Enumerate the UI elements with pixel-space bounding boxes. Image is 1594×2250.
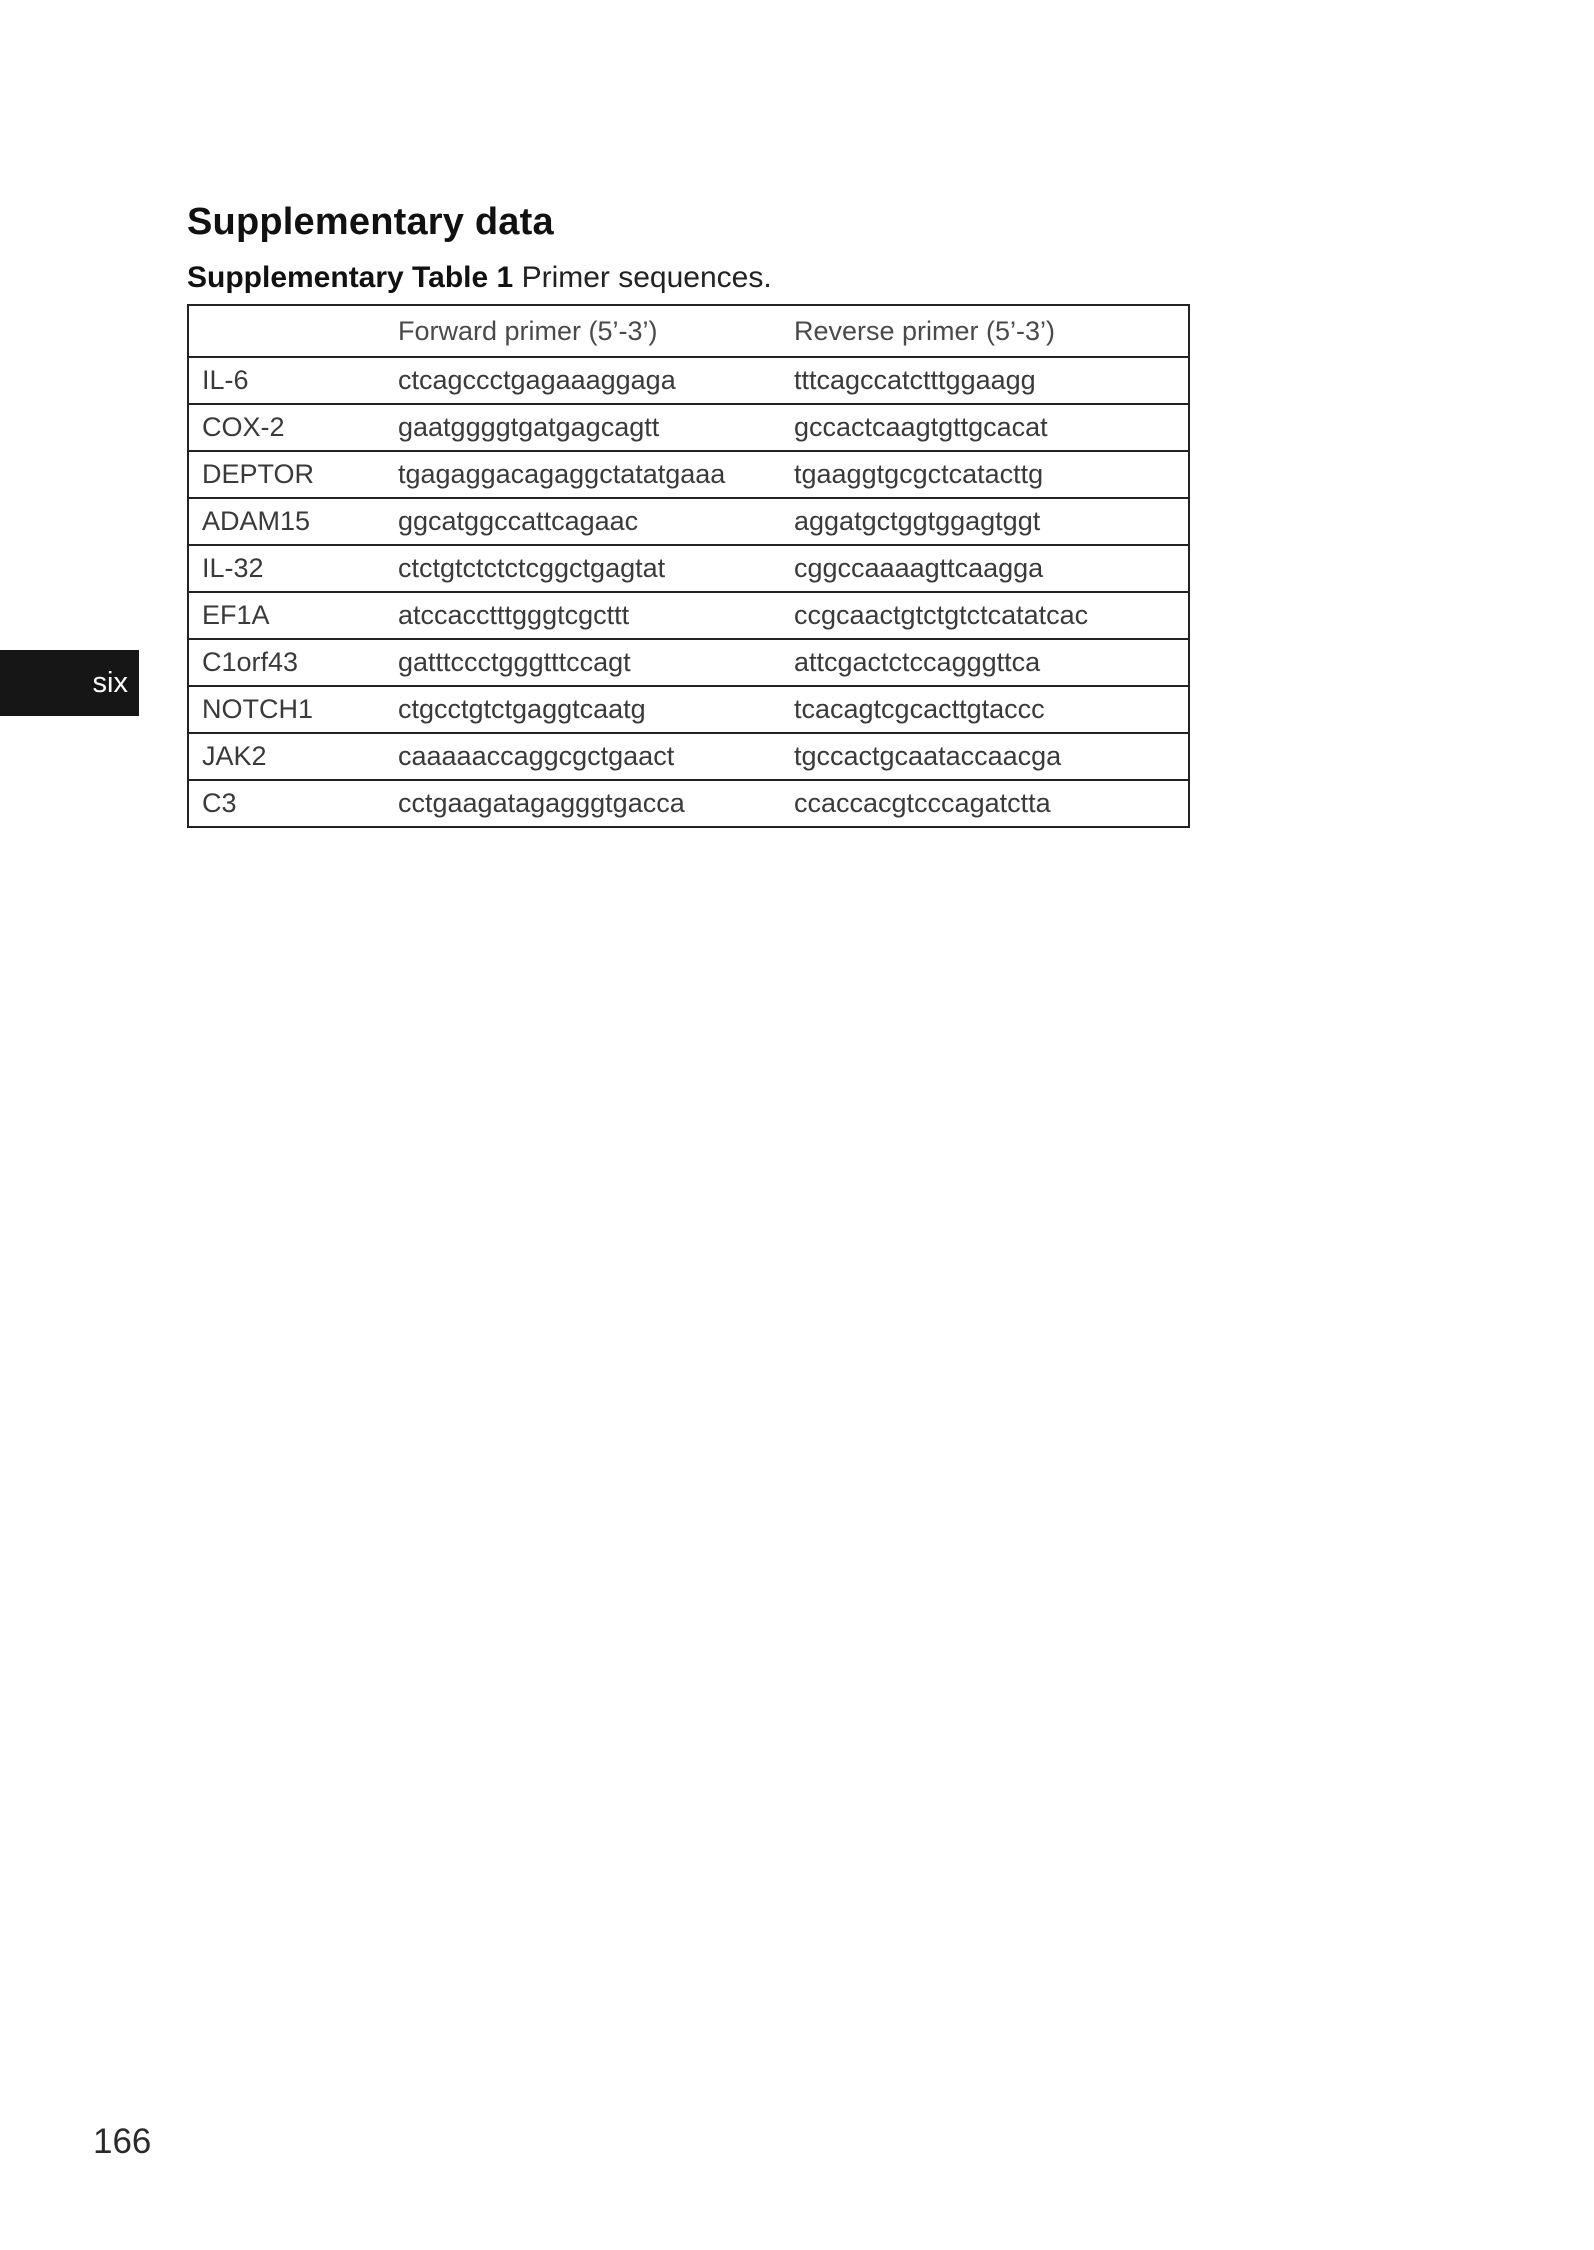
forward-primer: caaaaaccaggcgctgaact bbox=[385, 733, 781, 780]
header-gene bbox=[188, 305, 385, 357]
gene-name: NOTCH1 bbox=[188, 686, 385, 733]
forward-primer: cctgaagatagagggtgacca bbox=[385, 780, 781, 827]
table-row bbox=[188, 404, 1189, 451]
gene-name: IL-32 bbox=[188, 545, 385, 592]
table-caption-text: Primer sequences. bbox=[521, 261, 772, 294]
gene-name: ADAM15 bbox=[188, 498, 385, 545]
table-caption bbox=[187, 261, 772, 295]
forward-primer: ctctgtctctctcggctgagtat bbox=[385, 545, 781, 592]
forward-primer: gatttccctgggtttccagt bbox=[385, 639, 781, 686]
reverse-primer: aggatgctggtggagtggt bbox=[781, 498, 1189, 545]
page-number: 166 bbox=[93, 2122, 152, 2161]
table-row bbox=[188, 780, 1189, 827]
header-forward-primer: Forward primer (5’-3’) bbox=[385, 305, 781, 357]
reverse-primer: tttcagccatctttggaagg bbox=[781, 357, 1189, 404]
reverse-primer: cggccaaaagttcaagga bbox=[781, 545, 1189, 592]
gene-name: EF1A bbox=[188, 592, 385, 639]
forward-primer: ctcagccctgagaaaggaga bbox=[385, 357, 781, 404]
table-row bbox=[188, 545, 1189, 592]
forward-primer: gaatggggtgatgagcagtt bbox=[385, 404, 781, 451]
gene-name: JAK2 bbox=[188, 733, 385, 780]
reverse-primer: tgccactgcaataccaacga bbox=[781, 733, 1189, 780]
table-row bbox=[188, 498, 1189, 545]
table-caption-label: Supplementary Table 1 bbox=[187, 261, 514, 294]
gene-name: C1orf43 bbox=[188, 639, 385, 686]
chapter-tab: six bbox=[0, 650, 139, 716]
header-reverse-primer: Reverse primer (5’-3’) bbox=[781, 305, 1189, 357]
reverse-primer: tcacagtcgcacttgtaccc bbox=[781, 686, 1189, 733]
table-row bbox=[188, 686, 1189, 733]
primer-table bbox=[187, 304, 1190, 828]
forward-primer: tgagaggacagaggctatatgaaa bbox=[385, 451, 781, 498]
reverse-primer: ccaccacgtcccagatctta bbox=[781, 780, 1189, 827]
table-row bbox=[188, 592, 1189, 639]
table-row bbox=[188, 733, 1189, 780]
reverse-primer: tgaaggtgcgctcatacttg bbox=[781, 451, 1189, 498]
gene-name: DEPTOR bbox=[188, 451, 385, 498]
gene-name: C3 bbox=[188, 780, 385, 827]
forward-primer: atccacctttgggtcgcttt bbox=[385, 592, 781, 639]
table-row bbox=[188, 451, 1189, 498]
forward-primer: ctgcctgtctgaggtcaatg bbox=[385, 686, 781, 733]
page-title: Supplementary data bbox=[187, 201, 554, 244]
gene-name: IL-6 bbox=[188, 357, 385, 404]
gene-name: COX-2 bbox=[188, 404, 385, 451]
table-header-row bbox=[188, 305, 1189, 357]
forward-primer: ggcatggccattcagaac bbox=[385, 498, 781, 545]
table-row bbox=[188, 639, 1189, 686]
reverse-primer: gccactcaagtgttgcacat bbox=[781, 404, 1189, 451]
table-row bbox=[188, 357, 1189, 404]
reverse-primer: attcgactctccagggttca bbox=[781, 639, 1189, 686]
reverse-primer: ccgcaactgtctgtctcatatcac bbox=[781, 592, 1189, 639]
